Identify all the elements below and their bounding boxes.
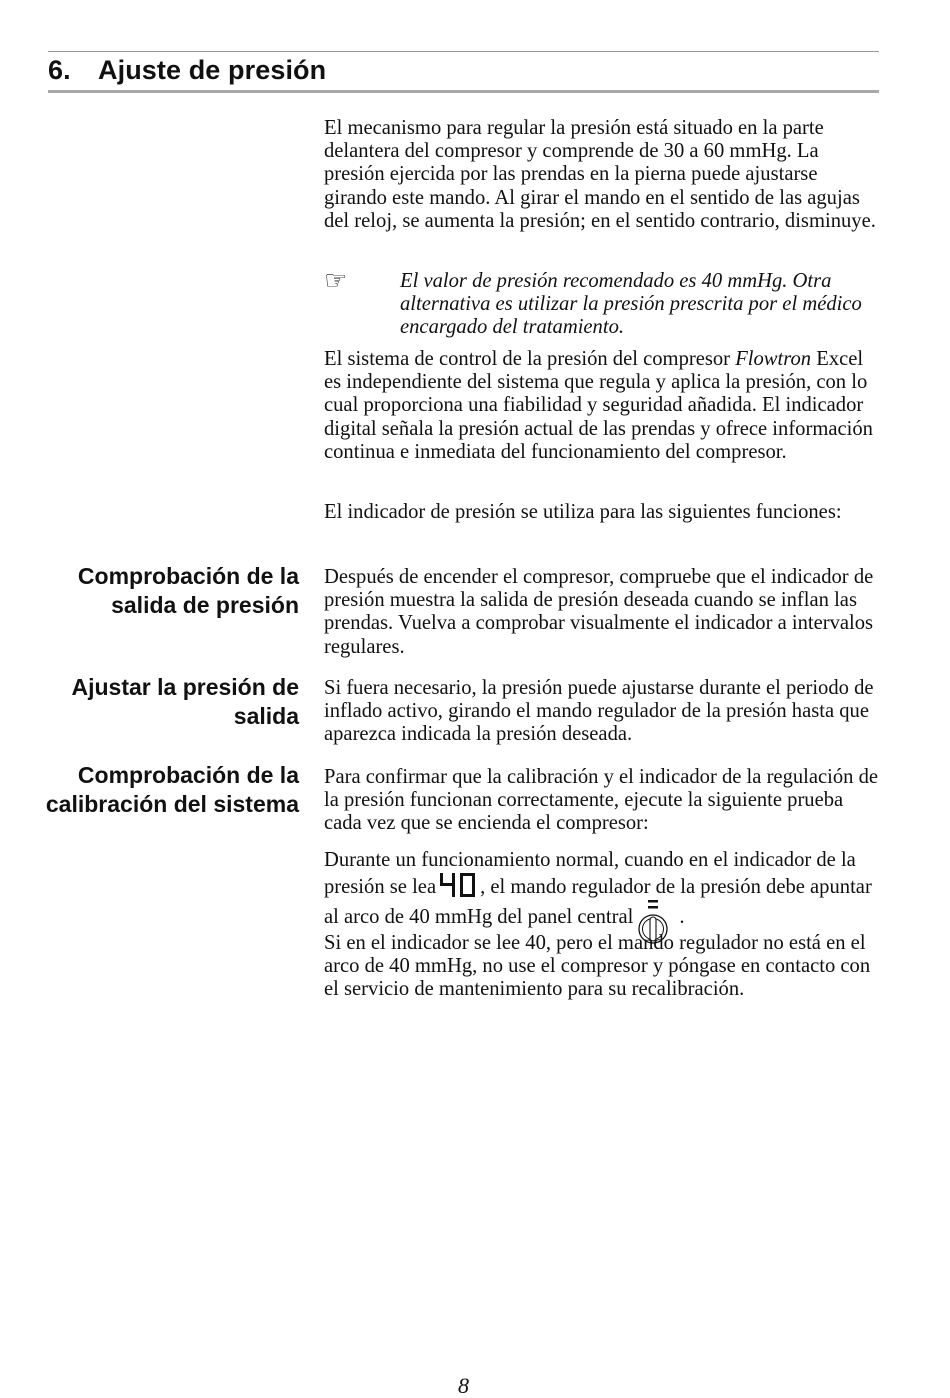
digital-display-40-icon (438, 872, 478, 898)
adjust-pressure-text: Si fuera necesario, la presión puede ajustarse durante el periodo de inflado activo, girando el mando regulador de la presión hasta que aparezca indicada la presión deseada. (324, 677, 874, 746)
recalibration-paragraph (324, 932, 880, 1002)
calibration-check-paragraph (324, 766, 880, 836)
pressure-output-check-paragraph (324, 566, 880, 659)
calibration-check-text: Para confirmar que la calibración y el indicador de la regulación de la presión funcionan correctamente, ejecute la siguiente prueba cada vez que se encienda el compresor: (324, 766, 879, 835)
normal-operation-text (324, 849, 880, 945)
indicator-uses-paragraph (324, 501, 880, 524)
control-system-text (324, 348, 880, 464)
control-system-paragraph (324, 348, 880, 464)
title-rule (48, 90, 879, 93)
heading-adjust-output-pressure: Ajustar la presión de salida (71, 674, 299, 729)
adjust-pressure-paragraph (324, 677, 880, 747)
normal-operation-paragraph (324, 849, 880, 945)
section-title-text: Ajuste de presión (98, 55, 327, 85)
note-text: El valor de presión recomendado es 40 mmHg. Otra alternativa es utilizar la presión prescrita por el médico encargado del tratamiento. (400, 270, 862, 339)
normal-operation-text-b: , el mando regulador de la presión debe apuntar al arco de 40 mmHg del panel central (324, 876, 872, 929)
normal-operation-text-c: . (679, 906, 685, 929)
pointing-hand-icon: ☞ (324, 266, 348, 296)
recommendation-note (324, 266, 880, 340)
control-text-end: Excel es independiente del sistema que regula y aplica la presión, con lo cual proporciona una fiabilidad y seguridad añadida. El indicador digital señala la presión actual de las prendas y ofrece información continua e inmediata del funcionamiento del compresor. (324, 348, 873, 463)
section-title (48, 52, 326, 88)
pressure-output-check-text: Después de encender el compresor, compruebe que el indicador de presión muestra la salida de presión deseada cuando se inflan las prendas. Vuelva a comprobar visualmente el indicador a intervalos regulares. (324, 566, 874, 658)
normal-operation-text-a: Durante un funcionamiento normal, cuando en el indicador de la presión se lea (324, 849, 856, 899)
intro-paragraph (324, 117, 880, 233)
heading-pressure-output-check: Comprobación de la salida de presión (77, 563, 299, 618)
section-number: 6. (48, 55, 71, 85)
indicator-uses-text: El indicador de presión se utiliza para las siguientes funciones: (324, 501, 842, 523)
recalibration-text: Si en el indicador se lee 40, pero el mando regulador no está en el arco de 40 mmHg, no use el compresor y póngase en contacto con el servicio de mantenimiento para su recalibración. (324, 932, 871, 1001)
intro-text: El mecanismo para regular la presión está situado en la parte delantera del compresor y comprende de 30 a 60 mmHg. La presión ejercida por las prendas en la pierna puede ajustarse girando este mando. Al girar el mando en el sentido de las agujas del reloj, se aumenta la presión; en el sentido contrario, disminuye. (324, 117, 876, 232)
heading-calibration-check: Comprobación de la calibración del sistema (45, 762, 299, 817)
page-number: 8 (458, 1373, 469, 1398)
control-text-start: El sistema de control de la presión del compresor (324, 348, 736, 370)
brand-name: Flowtron (735, 348, 812, 370)
